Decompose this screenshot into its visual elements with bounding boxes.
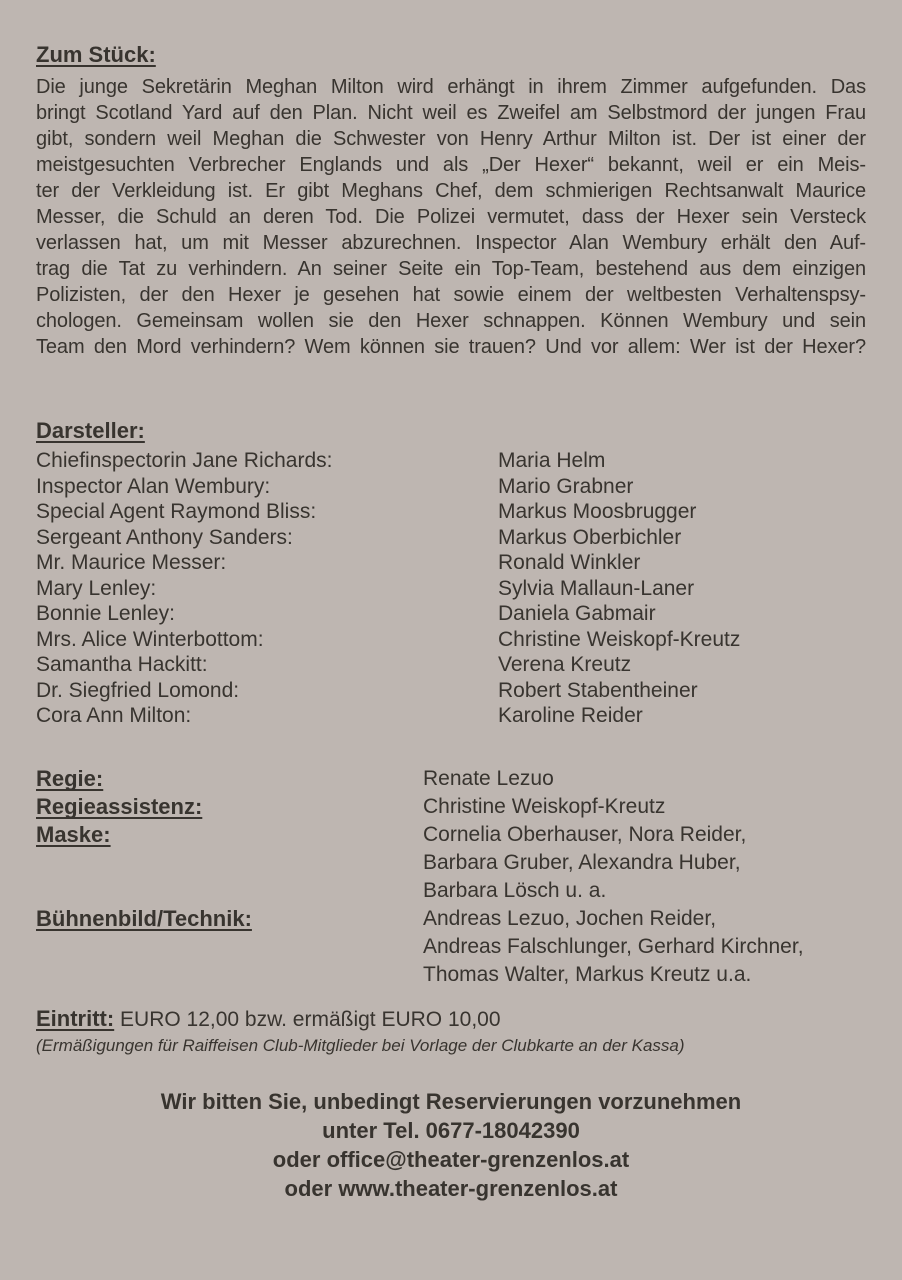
cast-actor: Markus Moosbrugger (498, 500, 697, 523)
cast-actor: Markus Oberbichler (498, 525, 682, 549)
crew-name-line: Cornelia Oberhauser, Nora Reider, (423, 822, 747, 846)
crew-names (423, 793, 866, 821)
crew-name-line: Christine Weiskopf-Kreutz (423, 794, 666, 818)
synopsis-line: Team den Mord verhindern? Wem können sie trauen? Und vor allem: Wer ist der Hexer? (36, 336, 866, 358)
cast-role: Mary Lenley: (36, 576, 157, 600)
synopsis-line: meistgesuchten Verbrecher Englands und als „Der Hexer“ bekannt, weil er ein Meis- (36, 154, 866, 176)
synopsis-line: trag die Tat zu verhindern. An seiner Seite ein Top-Team, bestehend aus dem einzigen (36, 258, 866, 280)
cast-actor: Verena Kreutz (498, 653, 632, 676)
synopsis-section (36, 42, 866, 360)
crew-names (423, 905, 866, 989)
crew-row (36, 821, 866, 905)
crew-row (36, 765, 866, 793)
synopsis-line: bringt Scotland Yard auf den Plan. Nicht weil es Zweifel am Selbstmord der jungen Frau (36, 102, 866, 124)
cast-actor: Mario Grabner (498, 474, 634, 498)
cast-row (36, 525, 866, 551)
admission-price-text: EURO 12,00 bzw. ermäßigt EURO 10,00 (114, 1007, 501, 1031)
cast-section (36, 418, 866, 729)
crew-label (36, 905, 423, 933)
cast-heading: Darsteller: (36, 418, 145, 443)
crew-label (36, 821, 423, 849)
crew-section (36, 765, 866, 989)
admission-label: Eintritt: (36, 1005, 115, 1031)
synopsis-line: Messer, die Schuld an deren Tod. Die Polizei vermutet, dass der Hexer sein Versteck (36, 206, 866, 228)
reservation-phone-line: unter Tel. 0677-18042390 (322, 1117, 580, 1143)
cast-actor: Maria Helm (498, 449, 606, 472)
cast-actor: Christine Weiskopf-Kreutz (498, 627, 741, 651)
reservation-website-line: oder www.theater-grenzenlos.at (284, 1175, 618, 1201)
cast-role: Samantha Hackitt: (36, 653, 208, 676)
cast-row (36, 627, 866, 653)
cast-row (36, 601, 866, 627)
crew-name-line: Andreas Lezuo, Jochen Reider, (423, 906, 717, 930)
cast-row (36, 576, 866, 602)
reservation-email-line: oder office@theater-grenzenlos.at (272, 1146, 630, 1172)
crew-name-line: Andreas Falschlunger, Gerhard Kirchner, (423, 934, 804, 958)
admission-line (36, 1006, 866, 1033)
cast-actor: Robert Stabentheiner (498, 678, 698, 702)
cast-actor: Sylvia Mallaun-Laner (498, 576, 695, 600)
crew-label-text: Regieassistenz: (36, 793, 203, 819)
cast-role: Mrs. Alice Winterbottom: (36, 627, 264, 651)
cast-role: Mr. Maurice Messer: (36, 551, 227, 574)
cast-row (36, 652, 866, 678)
crew-label (36, 793, 423, 821)
cast-row (36, 550, 866, 576)
admission-discount-note: (Ermäßigungen für Raiffeisen Club-Mitglieder bei Vorlage der Clubkarte an der Kassa) (36, 1035, 685, 1055)
crew-name-line: Thomas Walter, Markus Kreutz u.a. (423, 962, 752, 986)
synopsis-heading: Zum Stück: (36, 42, 156, 67)
synopsis-line: Polizisten, der den Hexer je gesehen hat sowie einem der weltbesten Verhaltenspsy- (36, 284, 866, 306)
cast-role: Cora Ann Milton: (36, 704, 192, 727)
cast-row (36, 474, 866, 500)
cast-actor: Karoline Reider (498, 704, 643, 727)
crew-label (36, 765, 423, 793)
crew-name-line: Barbara Lösch u. a. (423, 878, 607, 902)
admission-section (36, 1006, 866, 1057)
synopsis-line: chologen. Gemeinsam wollen sie den Hexer schnappen. Können Wembury und sein (36, 310, 866, 332)
crew-names (423, 821, 866, 905)
synopsis-line: gibt, sondern weil Meghan die Schwester von Henry Arthur Milton ist. Der ist einer der (36, 128, 866, 150)
reservation-section (36, 1087, 866, 1203)
reservation-line: Wir bitten Sie, unbedingt Reservierungen vorzunehmen (160, 1088, 742, 1114)
cast-role: Special Agent Raymond Bliss: (36, 500, 317, 523)
crew-label-text: Bühnenbild/Technik: (36, 905, 252, 931)
crew-label-text: Maske: (36, 821, 111, 847)
crew-name-line: Renate Lezuo (423, 766, 554, 790)
cast-row (36, 448, 866, 474)
cast-actor: Daniela Gabmair (498, 602, 656, 625)
synopsis-line: ter der Verkleidung ist. Er gibt Meghans Chef, dem schmierigen Rechtsanwalt Maurice (36, 180, 866, 202)
cast-row (36, 499, 866, 525)
synopsis-line: Die junge Sekretärin Meghan Milton wird erhängt in ihrem Zimmer aufgefunden. Das (36, 76, 866, 98)
cast-role: Dr. Siegfried Lomond: (36, 678, 240, 702)
cast-actor: Ronald Winkler (498, 551, 641, 574)
synopsis-line: verlassen hat, um mit Messer abzurechnen. Inspector Alan Wembury erhält den Auf- (36, 232, 866, 254)
crew-row (36, 905, 866, 989)
crew-name-line: Barbara Gruber, Alexandra Huber, (423, 850, 741, 874)
cast-row (36, 678, 866, 704)
cast-role: Chiefinspectorin Jane Richards: (36, 449, 333, 472)
cast-row (36, 703, 866, 729)
crew-label-text: Regie: (36, 765, 104, 791)
cast-role: Inspector Alan Wembury: (36, 474, 271, 498)
crew-row (36, 793, 866, 821)
cast-role: Sergeant Anthony Sanders: (36, 525, 293, 549)
cast-role: Bonnie Lenley: (36, 602, 175, 625)
crew-names (423, 765, 866, 793)
